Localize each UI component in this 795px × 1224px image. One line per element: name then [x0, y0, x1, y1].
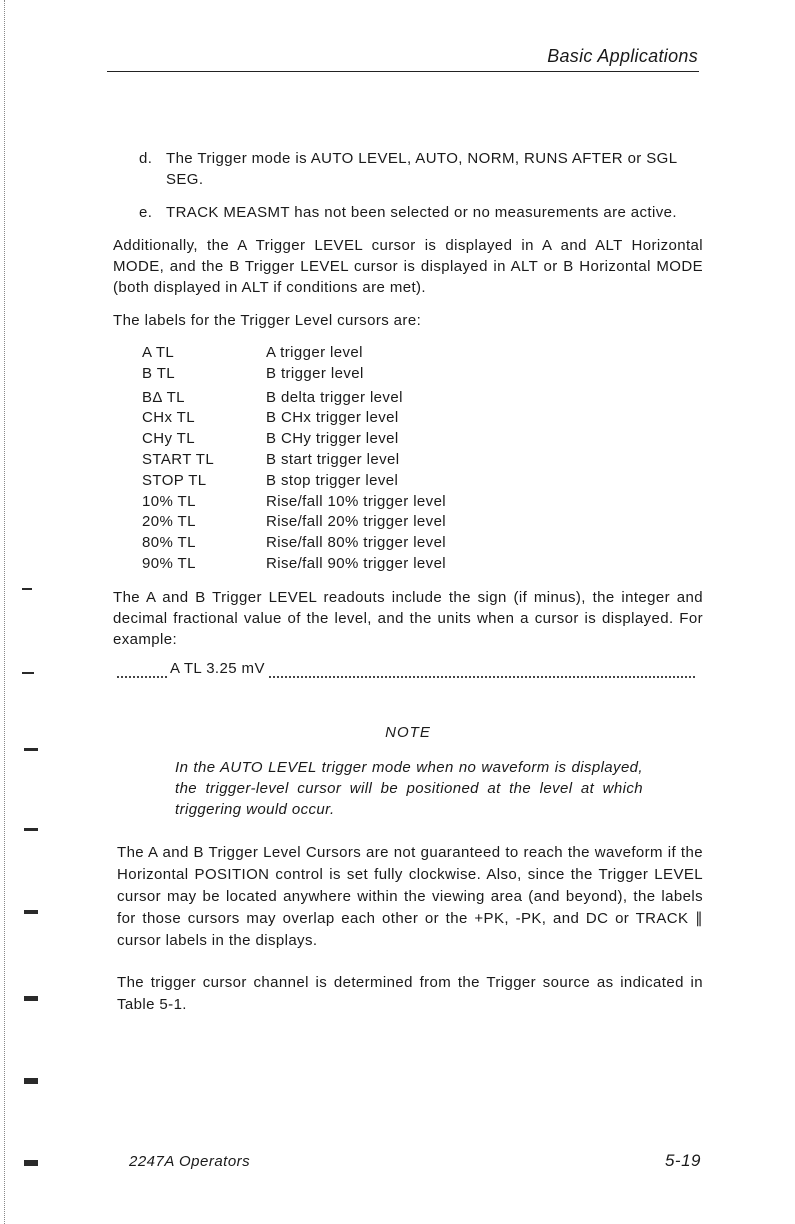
page-body [113, 148, 703, 1036]
label-description: Rise/fall 80% trigger level [266, 534, 447, 552]
list-item-text: The Trigger mode is AUTO LEVEL, AUTO, NORM, RUNS AFTER or SGL SEG. [166, 150, 677, 188]
list-item-e [139, 202, 703, 223]
list-item-d [139, 148, 703, 190]
trigger-level-labels-table [142, 343, 703, 575]
label-description: B trigger level [266, 364, 364, 382]
list-item-letter: e. [139, 204, 153, 221]
paragraph-cursor-channel: The trigger cursor channel is determined from the Trigger source as indicated in Table 5-1. [117, 973, 703, 1013]
label-description: B delta trigger level [266, 388, 403, 406]
paragraph-readouts: The A and B Trigger LEVEL readouts include the sign (if minus), the integer and decimal fractional value of the level, and the units when a cursor is displayed. For example: [113, 588, 703, 648]
label-code: 90% TL [142, 554, 196, 572]
label-code: 20% TL [142, 513, 196, 531]
label-description: B CHx trigger level [266, 409, 399, 427]
label-code: CHy TL [142, 430, 195, 448]
label-description: Rise/fall 90% trigger level [266, 554, 447, 572]
label-row [142, 512, 703, 533]
label-description: Rise/fall 10% trigger level [266, 492, 447, 510]
paragraph-cursor-display: Additionally, the A Trigger LEVEL cursor is displayed in A and ALT Horizontal MODE, and the B Trigger LEVEL cursor is displayed in ALT or B Horizontal MODE (both displayed in ALT if conditions are met). [113, 237, 703, 296]
label-code: START TL [142, 450, 215, 468]
label-description: Rise/fall 20% trigger level [266, 513, 447, 531]
footer-page-number: 5-19 [664, 1151, 701, 1170]
note-body: In the AUTO LEVEL trigger mode when no waveform is displayed, the trigger-level cursor will be positioned at the level at which triggering would occur. [175, 758, 643, 818]
footer-manual-title: 2247A Operators [129, 1153, 251, 1170]
label-code: STOP TL [142, 471, 207, 489]
example-readout [113, 659, 703, 688]
label-code: A TL [142, 344, 175, 361]
labels-intro: The labels for the Trigger Level cursors are: [113, 312, 422, 329]
note-title: NOTE [385, 723, 431, 741]
example-readout-text: A TL 3.25 mV [170, 659, 265, 677]
label-row [142, 343, 703, 364]
label-description: B stop trigger level [266, 471, 399, 489]
list-item-letter: d. [139, 150, 153, 167]
label-row [142, 492, 703, 513]
label-code: 80% TL [142, 534, 196, 552]
header-rule [107, 71, 699, 72]
label-row [142, 450, 703, 471]
list-item-text: TRACK MEASMT has not been selected or no measurements are active. [166, 204, 677, 221]
label-description: B CHy trigger level [266, 430, 399, 448]
label-code: B TL [142, 364, 176, 382]
label-row [142, 429, 703, 450]
page-binding-edge [0, 0, 40, 1224]
label-description: B start trigger level [266, 450, 400, 468]
label-row [142, 408, 703, 429]
label-code: 10% TL [142, 492, 196, 510]
paragraph-cursor-limits: The A and B Trigger Level Cursors are not guaranteed to reach the waveform if the Horizontal POSITION control is set fully clockwise. Also, since the Trigger LEVEL cursor may be located anywhere within the viewing area (and beyond), the labels for those cursors may overlap each other or the +PK, -PK, and DC or TRACK ∥ cursor labels in the displays. [117, 843, 703, 949]
label-row [142, 388, 703, 409]
label-row [142, 364, 703, 385]
label-row [142, 533, 703, 554]
label-row [142, 471, 703, 492]
label-description: A trigger level [266, 344, 363, 361]
running-header-title: Basic Applications [547, 46, 698, 66]
label-row [142, 554, 703, 575]
label-code: BΔ TL [142, 388, 185, 406]
label-code: CHx TL [142, 409, 195, 427]
